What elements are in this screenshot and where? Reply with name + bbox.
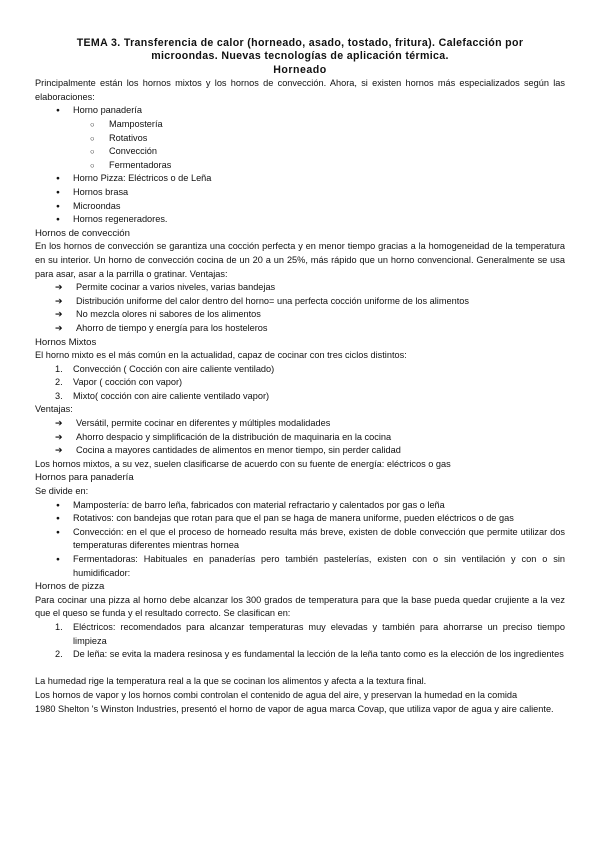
list-text: Mixto( cocción con aire caliente ventilado vapor) <box>73 390 270 401</box>
mixtos-ventajas-label: Ventajas: <box>35 404 73 415</box>
pizza-paragraph: Para cocinar una pizza al horno debe alcanzar los 300 grados de temperatura para que la base pueda quedar crujiente a la vez que el queso se funda y el resultado correcto. Se clasifican en: <box>35 594 565 619</box>
closing-paragraph: Los hornos de vapor y los hornos combi controlan el contenido de agua del aire, y preservan la humedad en la comida <box>35 689 518 700</box>
list-item: ● Horno Pizza: Eléctricos o de Leña <box>35 172 565 186</box>
heading-pizza: Hornos de pizza <box>35 581 105 593</box>
list-item: ➔ No mezcla olores ni sabores de los alimentos <box>35 308 565 322</box>
spacer <box>35 662 565 676</box>
mixtos-ventajas <box>35 417 565 458</box>
document-title: TEMA 3. Transferencia de calor (horneado, asado, tostado, fritura). Calefacción por microondas. Nuevas tecnologías de aplicación térmica. <box>76 37 524 63</box>
list-item <box>35 621 565 648</box>
list-item: ➔ Permite cocinar a varios niveles, varias bandejas <box>35 281 565 295</box>
list-item: ➔ Ahorro de tiempo y energía para los hosteleros <box>35 322 565 336</box>
panaderia-list <box>35 499 565 581</box>
oven-types-list <box>35 104 565 226</box>
list-item <box>35 648 565 662</box>
mixtos-ciclos <box>35 363 565 404</box>
heading-conveccion: Hornos de convección <box>35 227 130 239</box>
list-text: Convección ( Cocción con aire caliente ventilado) <box>73 363 275 374</box>
list-item <box>35 390 565 404</box>
heading-panaderia: Hornos para panadería <box>35 472 134 484</box>
sub-list-item: ○ Mampostería <box>35 118 565 132</box>
section-title: Horneado <box>273 63 327 76</box>
list-number: 3. <box>55 390 63 401</box>
conveccion-paragraph: En los hornos de convección se garantiza una cocción perfecta y en menor tiempo gracias a la homogeneidad de la temperatura en su interior. Un horno de convección cocina de un 20 a un 25%, más rápido que un horno convencional. Generalmente se usa para asar, asar a la parrilla o gratinar. Ventajas: <box>35 241 565 279</box>
list-item <box>35 376 565 390</box>
intro-paragraph: Principalmente están los hornos mixtos y los hornos de convección. Ahora, si existen hornos más especializados según las elaboraciones: <box>35 78 565 102</box>
list-number: 2. <box>55 377 63 388</box>
sub-list-item: ○ Rotativos <box>35 132 565 146</box>
list-item: ● Convección: en el que el proceso de horneado resulta más breve, existen de doble convección que permite utilizar dos temperaturas diferentes mientras hornea <box>35 526 565 553</box>
list-item: ➔ Versátil, permite cocinar en diferentes y múltiples modalidades <box>35 417 565 431</box>
sub-list-item: ○ Fermentadoras <box>35 159 565 173</box>
list-number: 1. <box>55 621 63 632</box>
list-number: 1. <box>55 363 63 374</box>
list-item: ● Hornos regeneradores. <box>35 213 565 227</box>
conveccion-ventajas <box>35 281 565 335</box>
mixtos-paragraph: El horno mixto es el más común en la actualidad, capaz de cocinar con tres ciclos distintos: <box>35 350 407 361</box>
closing-paragraph: 1980 Shelton 's Winston Industries, presentó el horno de vapor de agua marca Covap, que utiliza vapor de agua y aire caliente. <box>35 703 554 714</box>
list-text: Vapor ( cocción con vapor) <box>73 377 183 388</box>
list-item: ● Fermentadoras: Habituales en panaderías pero también pastelerías, existen con o sin ventilación y con o sin humidificador: <box>35 553 565 580</box>
list-item: ● Horno panadería <box>35 104 565 118</box>
list-text: Eléctricos: recomendados para alcanzar temperaturas muy elevadas y también para ahorrarse un preciso tiempo limpieza <box>73 621 565 646</box>
mixtos-closing: Los hornos mixtos, a su vez, suelen clasificarse de acuerdo con su fuente de energía: eléctricos o gas <box>35 458 451 469</box>
sub-list-item: ○ Convección <box>35 145 565 159</box>
heading-mixtos: Hornos Mixtos <box>35 336 97 348</box>
list-item: ● Hornos brasa <box>35 186 565 200</box>
list-item: ● Mampostería: de barro leña, fabricados con material refractario y calentados por gas o leña <box>35 499 565 513</box>
panaderia-paragraph: Se divide en: <box>35 486 89 497</box>
list-item: ➔ Cocina a mayores cantidades de alimentos en menor tiempo, sin perder calidad <box>35 444 565 458</box>
document-body <box>35 37 565 716</box>
list-number: 2. <box>55 649 63 660</box>
list-item: ➔ Ahorro despacio y simplificación de la distribución de maquinaria en la cocina <box>35 431 565 445</box>
list-item: ● Microondas <box>35 200 565 214</box>
list-text: De leña: se evita la madera resinosa y es fundamental la lección de la leña tanto como es la elección de los ingredientes <box>73 649 564 660</box>
list-item: ● Rotativos: con bandejas que rotan para que el pan se haga de manera uniforme, pueden eléctricos o de gas <box>35 512 565 526</box>
closing-paragraph: La humedad rige la temperatura real a la que se cocinan los alimentos y afecta a la textura final. <box>35 676 427 687</box>
pizza-list <box>35 621 565 662</box>
list-item <box>35 363 565 377</box>
list-item: ➔ Distribución uniforme del calor dentro del horno= una perfecta cocción uniforme de los alimentos <box>35 295 565 309</box>
